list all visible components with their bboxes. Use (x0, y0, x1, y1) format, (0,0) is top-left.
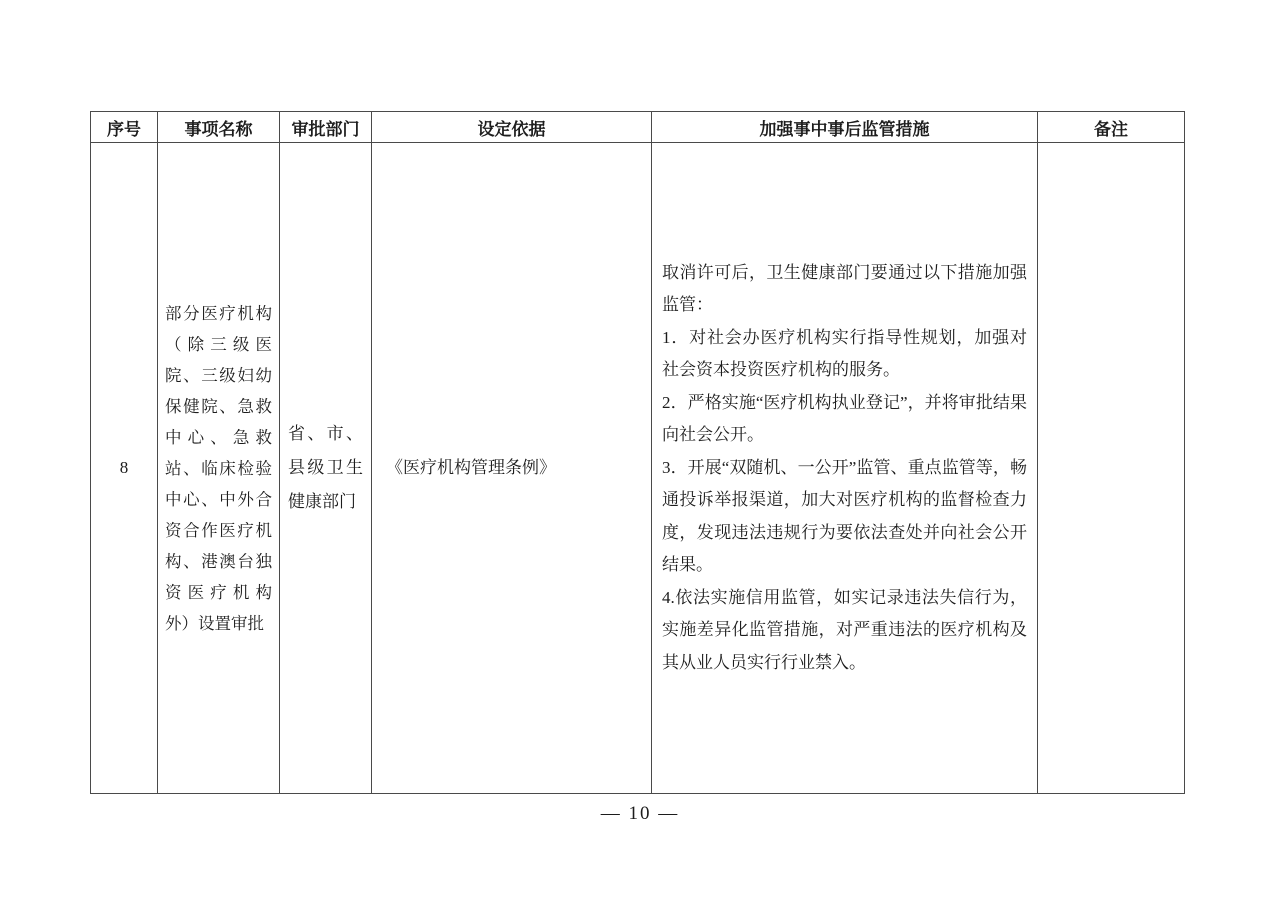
cell-item-name (158, 143, 280, 794)
cell-approval-department (280, 143, 372, 794)
col-header-approval-department: 审批部门 (280, 112, 372, 143)
cell-legal-basis (372, 143, 652, 794)
col-header-item-name: 事项名称 (158, 112, 280, 143)
measure-item-1: 1．对社会办医疗机构实行指导性规划，加强对社会资本投资医疗机构的服务。 (662, 327, 1027, 380)
table-header-row (91, 112, 1185, 143)
col-header-remarks: 备注 (1038, 112, 1185, 143)
cell-remarks (1038, 143, 1185, 794)
legal-basis-text: 《医疗机构管理条例》 (386, 458, 556, 477)
col-header-index: 序号 (91, 112, 158, 143)
measure-item-4: 4.依法实施信用监管，如实记录违法失信行为，实施差异化监管措施，对严重违法的医疗机构及其从业人员实行行业禁入。 (662, 587, 1027, 672)
item-name-text: 部分医疗机构（除三级医院、三级妇幼保健院、急救中心、急救站、临床检验中心、中外合资合作医疗机构、港澳台独资医疗机构外）设置审批 (165, 303, 272, 633)
cell-index: 8 (91, 143, 158, 794)
table-row (91, 143, 1185, 794)
page-number: — 10 — (600, 803, 680, 824)
regulation-table (90, 111, 1185, 794)
col-header-legal-basis: 设定依据 (372, 112, 652, 143)
measure-item-3: 3．开展“双随机、一公开”监管、重点监管等，畅通投诉举报渠道，加大对医疗机构的监督检查力度，发现违法违规行为要依法查处并向社会公开结果。 (662, 457, 1027, 575)
col-header-supervision-measures: 加强事中事后监管措施 (652, 112, 1038, 143)
measures-intro: 取消许可后，卫生健康部门要通过以下措施加强监管： (662, 262, 1027, 315)
cell-supervision-measures (652, 143, 1038, 794)
approval-department-text: 省、市、县级卫生健康部门 (288, 424, 363, 511)
measure-item-2: 2．严格实施“医疗机构执业登记”，并将审批结果向社会公开。 (662, 392, 1027, 445)
